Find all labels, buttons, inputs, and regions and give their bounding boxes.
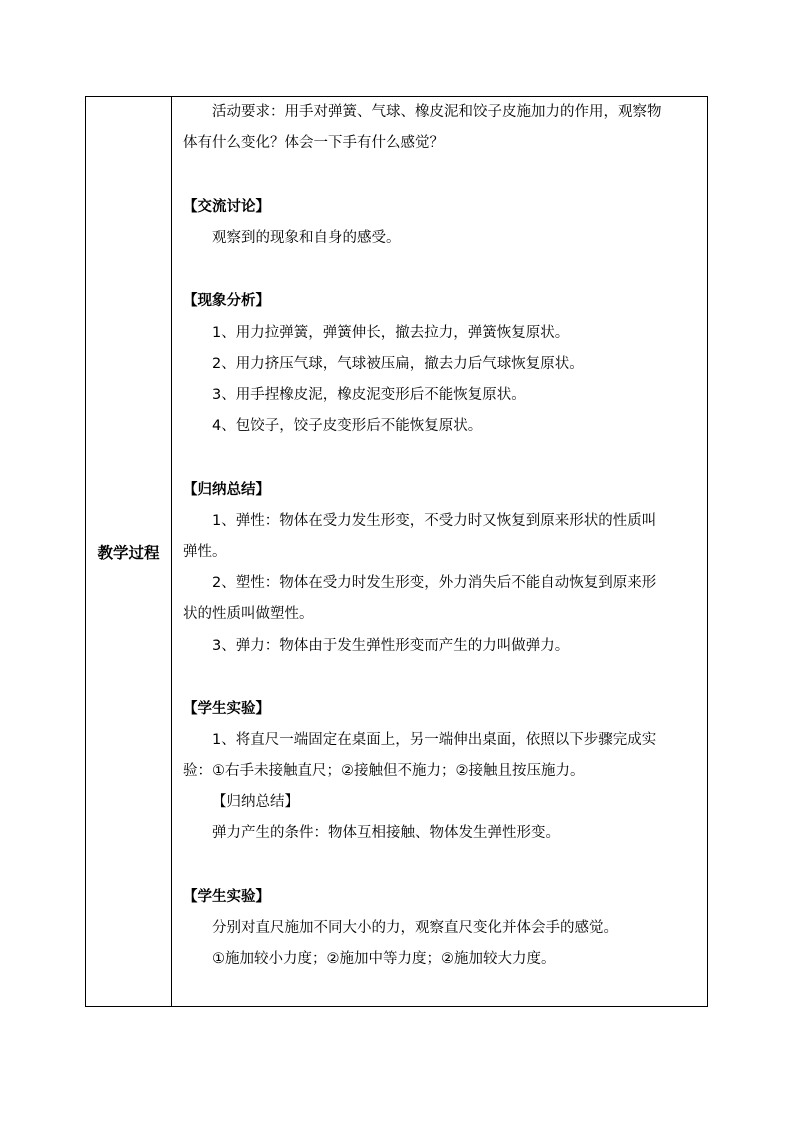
activity-line-2: 体有什么变化？体会一下手有什么感觉？ [183,135,444,151]
experiment-2-heading: 【学生实验】 [183,889,270,905]
analysis-heading: 【现象分析】 [183,293,270,309]
experiment-1-line-2: 验：①右手未接触直尺；②接触但不施力；②接触且按压施力。 [183,763,585,779]
summary-heading: 【归纳总结】 [183,482,270,498]
experiment-1-conclusion: 弹力产生的条件：物体互相接触、物体发生弹性形变。 [212,825,560,841]
experiment-1-sub-heading: 【归纳总结】 [212,794,299,810]
analysis-item-1: 1、用力拉弹簧，弹簧伸长，撤去拉力，弹簧恢复原状。 [212,325,570,341]
row-label-cell [86,97,172,1006]
discussion-text: 观察到的现象和自身的感受。 [212,230,401,246]
analysis-item-2: 2、用力挤压气球，气球被压扁，撤去力后气球恢复原状。 [212,356,584,372]
experiment-1-line-1: 1、将直尺一端固定在桌面上，另一端伸出桌面，依照以下步骤完成实 [212,732,657,748]
summary-item-3: 3、弹力：物体由于发生弹性形变而产生的力叫做弹力。 [212,638,570,654]
experiment-2-line-2: ①施加较小力度；②施加中等力度；②施加较大力度。 [212,951,556,967]
experiment-1-heading: 【学生实验】 [183,701,270,717]
content-cell [172,97,707,1006]
experiment-2-line-1: 分别对直尺施加不同大小的力，观察直尺变化并体会手的感觉。 [212,920,618,936]
analysis-item-4: 4、包饺子，饺子皮变形后不能恢复原状。 [212,418,483,434]
discussion-heading: 【交流讨论】 [183,199,270,215]
analysis-item-3: 3、用手捏橡皮泥，橡皮泥变形后不能恢复原状。 [212,387,526,403]
activity-line-1: 活动要求：用手对弹簧、气球、橡皮泥和饺子皮施加力的作用，观察物 [212,104,662,120]
lesson-plan-table [85,96,708,1007]
row-label: 教学过程 [97,543,160,562]
summary-item-1-line-2: 弹性。 [183,544,227,560]
summary-item-2-line-1: 2、塑性：物体在受力时发生形变，外力消失后不能自动恢复到原来形 [212,575,657,591]
summary-item-2-line-2: 状的性质叫做塑性。 [183,606,314,622]
summary-item-1-line-1: 1、弹性：物体在受力发生形变，不受力时又恢复到原来形状的性质叫 [212,513,657,529]
